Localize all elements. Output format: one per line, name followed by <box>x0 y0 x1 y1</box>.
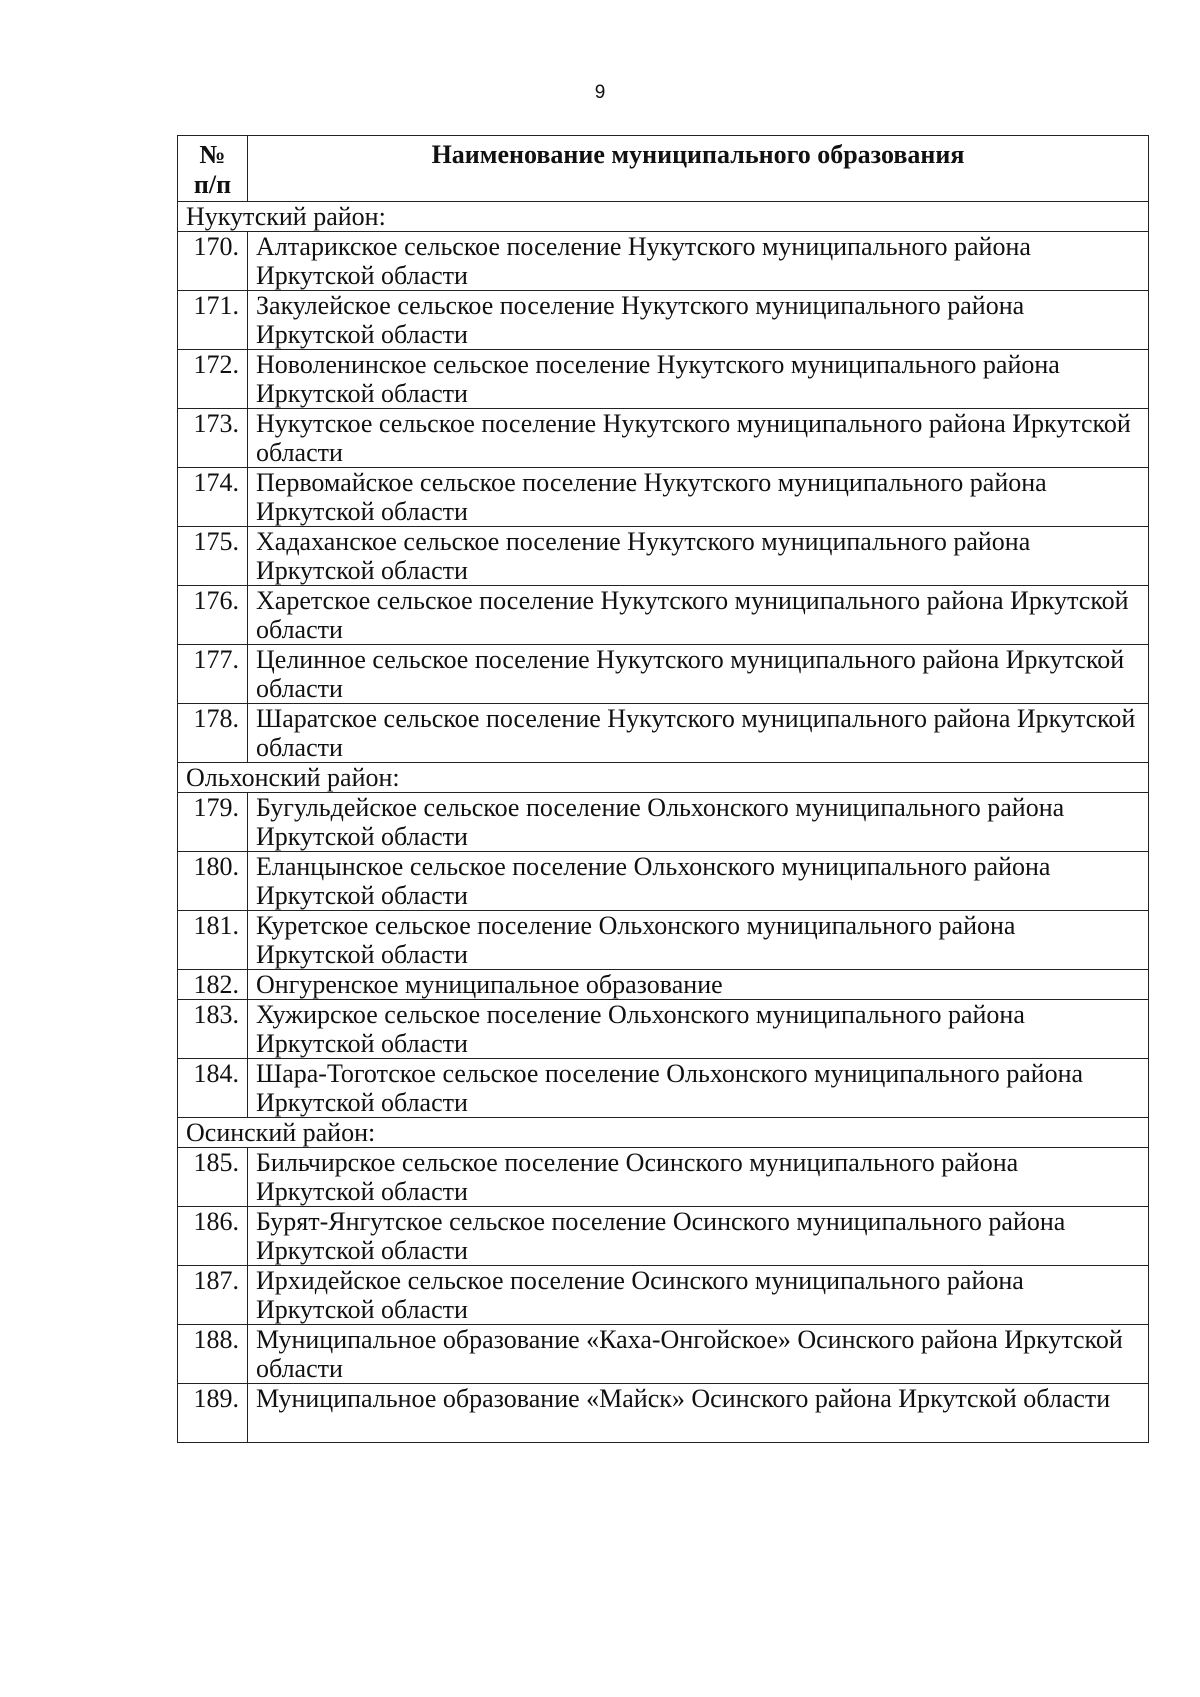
row-number: 183. <box>178 1000 248 1059</box>
row-number: 184. <box>178 1059 248 1118</box>
municipality-name: Ирхидейское сельское поселение Осинского муниципального района Иркутской области <box>248 1266 1149 1325</box>
municipality-name: Муниципальное образование «Каха-Онгойское» Осинского района Иркутской области <box>248 1325 1149 1384</box>
table-row <box>178 970 1149 1000</box>
municipality-name: Новоленинское сельское поселение Нукутского муниципального района Иркутской области <box>248 350 1149 409</box>
table-row <box>178 1207 1149 1266</box>
municipality-name: Бильчирское сельское поселение Осинского муниципального района Иркутской области <box>248 1148 1149 1207</box>
row-number: 178. <box>178 704 248 763</box>
municipality-name: Шаратское сельское поселение Нукутского муниципального района Иркутской области <box>248 704 1149 763</box>
district-group-row <box>178 1118 1149 1148</box>
row-number: 179. <box>178 793 248 852</box>
row-number: 187. <box>178 1266 248 1325</box>
municipality-name: Онгуренское муниципальное образование <box>248 970 1149 1000</box>
table-row <box>178 1059 1149 1118</box>
district-group-row <box>178 763 1149 793</box>
page-number: 9 <box>594 82 606 103</box>
row-number: 174. <box>178 468 248 527</box>
table-body <box>178 202 1149 1443</box>
row-number: 186. <box>178 1207 248 1266</box>
municipality-name: Целинное сельское поселение Нукутского муниципального района Иркутской области <box>248 645 1149 704</box>
table-row <box>178 468 1149 527</box>
table-row <box>178 586 1149 645</box>
table-row <box>178 852 1149 911</box>
table-row <box>178 527 1149 586</box>
table-row <box>178 911 1149 970</box>
row-number: 177. <box>178 645 248 704</box>
row-number: 172. <box>178 350 248 409</box>
row-number: 180. <box>178 852 248 911</box>
row-number: 189. <box>178 1384 248 1443</box>
table-row <box>178 704 1149 763</box>
municipality-name: Первомайское сельское поселение Нукутского муниципального района Иркутской области <box>248 468 1149 527</box>
municipality-name: Еланцынское сельское поселение Ольхонского муниципального района Иркутской области <box>248 852 1149 911</box>
table-row <box>178 1325 1149 1384</box>
table-header-row <box>178 136 1149 202</box>
table-row <box>178 1000 1149 1059</box>
municipality-name: Алтарикское сельское поселение Нукутского муниципального района Иркутской области <box>248 232 1149 291</box>
district-title: Нукутский район: <box>178 202 1149 232</box>
table-row <box>178 409 1149 468</box>
municipality-name: Нукутское сельское поселение Нукутского муниципального района Иркутской области <box>248 409 1149 468</box>
municipality-name: Куретское сельское поселение Ольхонского муниципального района Иркутской области <box>248 911 1149 970</box>
table-row <box>178 350 1149 409</box>
municipality-name: Хужирское сельское поселение Ольхонского муниципального района Иркутской области <box>248 1000 1149 1059</box>
row-number: 175. <box>178 527 248 586</box>
row-number: 182. <box>178 970 248 1000</box>
column-header-name: Наименование муниципального образования <box>248 136 1149 202</box>
municipality-name: Харетское сельское поселение Нукутского муниципального района Иркутской области <box>248 586 1149 645</box>
table-row <box>178 1384 1149 1443</box>
district-title: Осинский район: <box>178 1118 1149 1148</box>
row-number: 176. <box>178 586 248 645</box>
table-row <box>178 232 1149 291</box>
municipality-name: Бурят-Янгутское сельское поселение Осинского муниципального района Иркутской области <box>248 1207 1149 1266</box>
column-header-number: № п/п <box>178 136 248 202</box>
table-row <box>178 1148 1149 1207</box>
row-number: 181. <box>178 911 248 970</box>
municipality-name: Хадаханское сельское поселение Нукутского муниципального района Иркутской области <box>248 527 1149 586</box>
row-number: 185. <box>178 1148 248 1207</box>
district-group-row <box>178 202 1149 232</box>
row-number: 173. <box>178 409 248 468</box>
table-row <box>178 793 1149 852</box>
district-title: Ольхонский район: <box>178 763 1149 793</box>
table-row <box>178 291 1149 350</box>
municipality-name: Бугульдейское сельское поселение Ольхонского муниципального района Иркутской области <box>248 793 1149 852</box>
municipality-name: Муниципальное образование «Майск» Осинского района Иркутской области <box>248 1384 1149 1443</box>
row-number: 171. <box>178 291 248 350</box>
municipality-name: Шара-Тоготское сельское поселение Ольхонского муниципального района Иркутской области <box>248 1059 1149 1118</box>
municipalities-table <box>177 135 1149 1443</box>
row-number: 170. <box>178 232 248 291</box>
row-number: 188. <box>178 1325 248 1384</box>
table-row <box>178 1266 1149 1325</box>
municipality-name: Закулейское сельское поселение Нукутского муниципального района Иркутской области <box>248 291 1149 350</box>
table-row <box>178 645 1149 704</box>
